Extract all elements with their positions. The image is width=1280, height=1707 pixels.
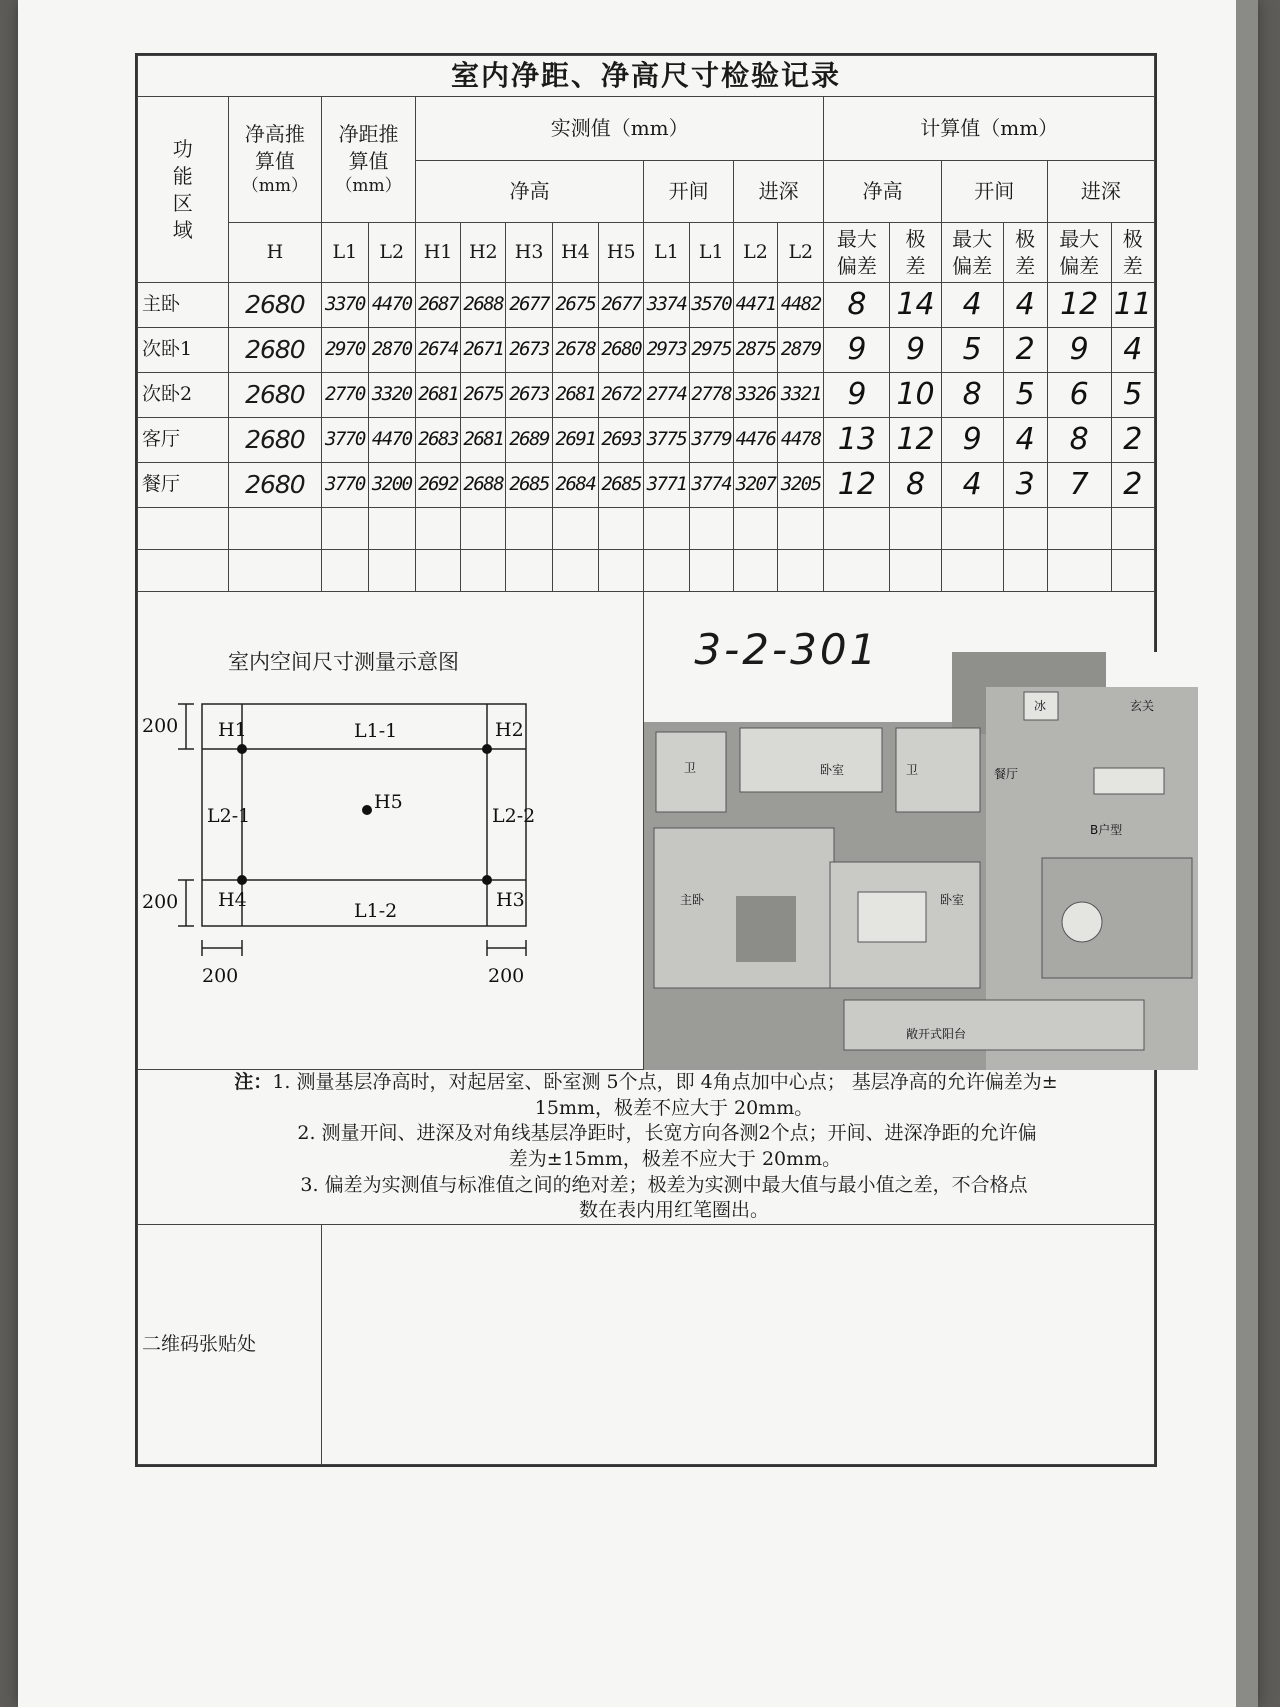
height-est-header: 净高推 算值 （mm）: [228, 97, 322, 223]
point-h4: [237, 875, 247, 885]
area-cell: 次卧2: [138, 373, 229, 418]
diagram-cell: [138, 592, 644, 1070]
paper-sheet: [18, 0, 1258, 1707]
sub-header-h5: H5: [599, 223, 644, 283]
cell-o-range: 4: [1003, 418, 1047, 463]
cell-l2: 2870: [368, 328, 415, 373]
note-2a: 2. 测量开间、进深及对角线基层净距时，长宽方向各测2个点；开间、进深净距的允许偏: [297, 1122, 1037, 1145]
label-l22: L2-2: [492, 805, 536, 827]
cell-h1: 2674: [415, 328, 460, 373]
note-3b: 数在表内用红笔圈出。: [578, 1199, 769, 1222]
cell-d-dev: 6: [1047, 373, 1111, 418]
table-row: [138, 283, 1155, 328]
label-h1: H1: [218, 719, 247, 741]
table-row: [138, 328, 1155, 373]
cell-h2: 2688: [461, 463, 506, 508]
dim-top-left: 200: [142, 715, 179, 737]
cell-l2: 3200: [368, 463, 415, 508]
sub-header-h4: H4: [552, 223, 598, 283]
inspection-form: [135, 53, 1157, 1467]
measured-header: 实测值（mm）: [415, 97, 824, 161]
calculated-header: 计算值（mm）: [824, 97, 1155, 161]
paper-edge: [1236, 0, 1258, 1707]
calc-opening-header: 开间: [941, 161, 1047, 223]
sub-header-o-dev: 最大 偏差: [941, 223, 1003, 283]
room-wc1: 卫: [684, 761, 697, 775]
sub-header-h2: H2: [461, 223, 506, 283]
notes-label: 注：: [234, 1071, 273, 1093]
cell-h5: 2685: [599, 463, 644, 508]
cell-h-dev: 12: [824, 463, 890, 508]
calc-height-header: 净高: [824, 161, 941, 223]
cell-d-range: 2: [1111, 463, 1154, 508]
dim-bottom-a: 200: [202, 965, 239, 987]
cell-ml1a: 3374: [644, 283, 689, 328]
measurement-diagram: [138, 592, 598, 1070]
cell-o-dev: 4: [941, 463, 1003, 508]
cell-d-dev: 8: [1047, 418, 1111, 463]
cell-ml2b: 4478: [778, 418, 824, 463]
label-l11: L1-1: [354, 720, 398, 742]
cell-ml2a: 3207: [733, 463, 777, 508]
sub-header-ml2a: L2: [733, 223, 777, 283]
cell-ml1b: 3779: [689, 418, 733, 463]
table-row: [138, 373, 1155, 418]
cell-h1: 2687: [415, 283, 460, 328]
cell-o-dev: 9: [941, 418, 1003, 463]
notes-cell: [138, 1070, 1155, 1225]
cell-ml2a: 2875: [733, 328, 777, 373]
label-h4: H4: [218, 889, 247, 911]
dim-bottom-left: 200: [142, 891, 179, 913]
table-row: [138, 418, 1155, 463]
area-cell: 次卧1: [138, 328, 229, 373]
cell-h: 2680: [228, 418, 322, 463]
sub-header-d-range: 极 差: [1111, 223, 1154, 283]
cell-h5: 2693: [599, 418, 644, 463]
point-h2: [482, 744, 492, 754]
qr-label: 二维码张贴处: [138, 1224, 322, 1464]
cell-h3: 2685: [506, 463, 552, 508]
sub-header-h3: H3: [506, 223, 552, 283]
cell-h-range: 14: [890, 283, 941, 328]
cell-h3: 2677: [506, 283, 552, 328]
depth-header: 进深: [733, 161, 824, 223]
sub-header-ml1a: L1: [644, 223, 689, 283]
area-header: 功 能 区 域: [138, 97, 229, 283]
cell-ml2b: 3205: [778, 463, 824, 508]
cell-h: 2680: [228, 463, 322, 508]
cell-l1: 2770: [322, 373, 368, 418]
form-title: 室内净距、净高尺寸检验记录: [138, 56, 1155, 97]
cell-ml1a: 2774: [644, 373, 689, 418]
cell-l2: 4470: [368, 418, 415, 463]
cell-ml2b: 4482: [778, 283, 824, 328]
sub-header-h-dev: 最大 偏差: [824, 223, 890, 283]
note-1b: 15mm，极差不应大于 20mm。: [534, 1096, 814, 1119]
cell-l1: 3770: [322, 463, 368, 508]
cell-h: 2680: [228, 373, 322, 418]
cell-d-range: 11: [1111, 283, 1154, 328]
cell-ml2b: 3321: [778, 373, 824, 418]
cell-d-range: 4: [1111, 328, 1154, 373]
cell-ml1a: 2973: [644, 328, 689, 373]
cell-h4: 2678: [552, 328, 598, 373]
cell-d-dev: 9: [1047, 328, 1111, 373]
cell-ml1b: 3774: [689, 463, 733, 508]
cell-ml2a: 4471: [733, 283, 777, 328]
cell-h-dev: 9: [824, 328, 890, 373]
cell-h2: 2671: [461, 328, 506, 373]
cell-ml1b: 2778: [689, 373, 733, 418]
cell-h2: 2681: [461, 418, 506, 463]
cell-ml1b: 3570: [689, 283, 733, 328]
table-row: [138, 463, 1155, 508]
cell-l1: 3370: [322, 283, 368, 328]
cell-h4: 2681: [552, 373, 598, 418]
room-fridge: 冰: [1034, 699, 1047, 713]
cell-h-range: 9: [890, 328, 941, 373]
cell-o-range: 4: [1003, 283, 1047, 328]
cell-h2: 2675: [461, 373, 506, 418]
label-l12: L1-2: [354, 900, 398, 922]
area-cell: 主卧: [138, 283, 229, 328]
cell-h5: 2677: [599, 283, 644, 328]
dim-bottom-b: 200: [488, 965, 525, 987]
cell-h-dev: 9: [824, 373, 890, 418]
cell-h5: 2672: [599, 373, 644, 418]
cell-h3: 2689: [506, 418, 552, 463]
note-3a: 3. 偏差为实测值与标准值之间的绝对差；极差为实测中最大值与最小值之差，不合格点: [300, 1173, 1028, 1196]
cell-l2: 3320: [368, 373, 415, 418]
point-h1: [237, 744, 247, 754]
cell-h-range: 8: [890, 463, 941, 508]
cell-o-range: 5: [1003, 373, 1047, 418]
sub-header-h: H: [228, 223, 322, 283]
room-entry: 玄关: [1130, 699, 1155, 713]
cell-ml1a: 3771: [644, 463, 689, 508]
cell-h-range: 10: [890, 373, 941, 418]
unit-number: 3-2-301: [694, 625, 880, 674]
empty-row: [138, 550, 1155, 592]
cell-l1: 2970: [322, 328, 368, 373]
room-type: B户型: [1090, 823, 1123, 837]
empty-row: [138, 508, 1155, 550]
dist-est-header: 净距推 算值 （mm）: [322, 97, 416, 223]
cell-o-dev: 8: [941, 373, 1003, 418]
label-h3: H3: [496, 889, 525, 911]
sub-header-h-range: 极 差: [890, 223, 941, 283]
floor-plan-cell: [644, 592, 1155, 1070]
note-2b: 差为±15mm，极差不应大于 20mm。: [508, 1147, 842, 1170]
room-balcony: 敞开式阳台: [906, 1027, 967, 1041]
cell-h5: 2680: [599, 328, 644, 373]
cell-h-dev: 13: [824, 418, 890, 463]
cell-h4: 2675: [552, 283, 598, 328]
calc-depth-header: 进深: [1047, 161, 1154, 223]
sub-header-l1: L1: [322, 223, 368, 283]
cell-h4: 2684: [552, 463, 598, 508]
opening-header: 开间: [644, 161, 734, 223]
cell-h-dev: 8: [824, 283, 890, 328]
sub-header-ml1b: L1: [689, 223, 733, 283]
sub-header-h1: H1: [415, 223, 460, 283]
cell-h4: 2691: [552, 418, 598, 463]
label-h5: H5: [374, 791, 403, 813]
cell-o-range: 3: [1003, 463, 1047, 508]
sub-header-l2: L2: [368, 223, 415, 283]
cell-d-dev: 7: [1047, 463, 1111, 508]
cell-d-dev: 12: [1047, 283, 1111, 328]
cell-ml1b: 2975: [689, 328, 733, 373]
sub-header-ml2b: L2: [778, 223, 824, 283]
cell-h3: 2673: [506, 373, 552, 418]
cell-o-range: 2: [1003, 328, 1047, 373]
cell-h3: 2673: [506, 328, 552, 373]
area-cell: 餐厅: [138, 463, 229, 508]
cell-h: 2680: [228, 328, 322, 373]
cell-o-dev: 4: [941, 283, 1003, 328]
cell-h2: 2688: [461, 283, 506, 328]
cell-ml2a: 3326: [733, 373, 777, 418]
cell-ml2b: 2879: [778, 328, 824, 373]
qr-area: [322, 1224, 1155, 1464]
cell-d-range: 2: [1111, 418, 1154, 463]
cell-d-range: 5: [1111, 373, 1154, 418]
room-dining: 餐厅: [994, 767, 1019, 781]
cell-h: 2680: [228, 283, 322, 328]
record-table: [137, 55, 1155, 1465]
cell-h1: 2692: [415, 463, 460, 508]
point-h3: [482, 875, 492, 885]
cell-l1: 3770: [322, 418, 368, 463]
cell-h1: 2683: [415, 418, 460, 463]
room-bed2: 卧室: [940, 893, 965, 907]
net-height-header: 净高: [415, 161, 643, 223]
sub-header-o-range: 极 差: [1003, 223, 1047, 283]
diagram-title: 室内空间尺寸测量示意图: [228, 650, 459, 674]
area-cell: 客厅: [138, 418, 229, 463]
note-1a: 1. 测量基层净高时，对起居室、卧室测 5个点，即 4角点加中心点； 基层净高的允许偏差为±: [272, 1071, 1058, 1093]
label-l21: L2-1: [207, 805, 251, 827]
sub-header-d-dev: 最大 偏差: [1047, 223, 1111, 283]
cell-ml2a: 4476: [733, 418, 777, 463]
room-bed: 卧室: [820, 763, 845, 777]
cell-h-range: 12: [890, 418, 941, 463]
room-wc2: 卫: [906, 763, 919, 777]
point-h5: [362, 805, 372, 815]
cell-o-dev: 5: [941, 328, 1003, 373]
label-h2: H2: [495, 719, 524, 741]
room-master: 主卧: [680, 893, 705, 907]
cell-h1: 2681: [415, 373, 460, 418]
cell-l2: 4470: [368, 283, 415, 328]
cell-ml1a: 3775: [644, 418, 689, 463]
